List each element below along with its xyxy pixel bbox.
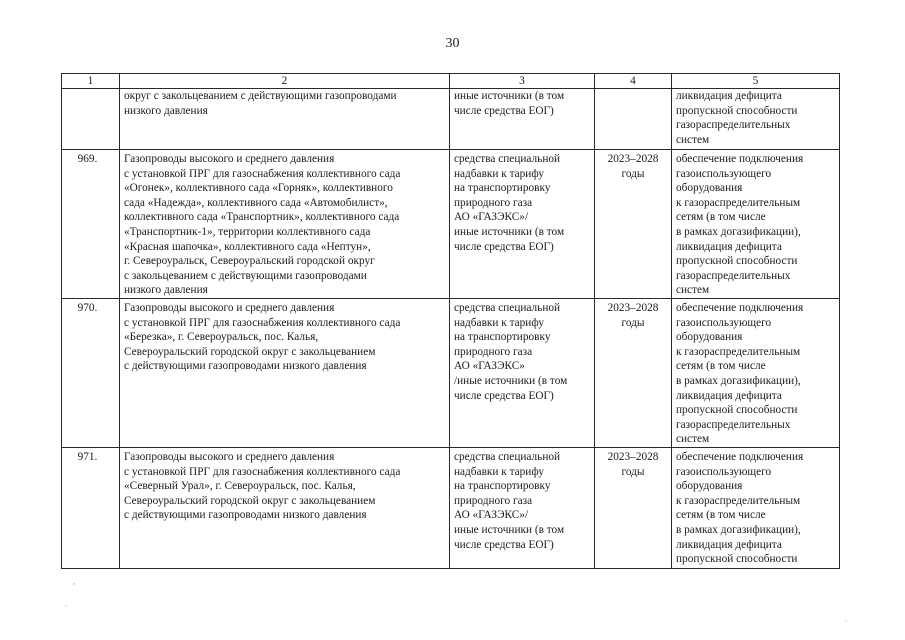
period-cell: 2023–2028 годы: [595, 150, 672, 299]
goal-cell: ликвидация дефицита пропускной способности газораспределительных систем: [672, 89, 840, 150]
page-number: 30: [445, 36, 460, 51]
funding-source-cell: средства специальной надбавки к тарифу на транспортировку природного газа АО «ГАЗЭКС»/ иные источники (в том числе средства ЕОГ): [450, 447, 595, 568]
column-header-5: 5: [672, 74, 840, 89]
column-header-3: 3: [450, 74, 595, 89]
funding-source-cell: средства специальной надбавки к тарифу на транспортировку природного газа АО «ГАЗЭКС» /иные источники (в том числе средства ЕОГ): [450, 298, 595, 447]
funding-source-cell: иные источники (в том числе средства ЕОГ): [450, 89, 595, 150]
object-cell: Газопроводы высокого и среднего давления с установкой ПРГ для газоснабжения коллективного сада «Березка», г. Североуральск, пос. Калья, Североуральский городской округ с закольцеванием с действующими газопроводами низкого давления: [120, 298, 450, 447]
column-header-2: 2: [120, 74, 450, 89]
funding-source-cell: средства специальной надбавки к тарифу на транспортировку природного газа АО «ГАЗЭКС»/ иные источники (в том числе средства ЕОГ): [450, 150, 595, 299]
period-cell: 2023–2028 годы: [595, 447, 672, 568]
goal-cell: обеспечение подключения газоиспользующего оборудования к газораспределительным сетям (в том числе в рамках догазификации), ликвидация дефицита пропускной способности: [672, 447, 840, 568]
object-cell: Газопроводы высокого и среднего давления с установкой ПРГ для газоснабжения коллективного сада «Северный Урал», г. Североуральск, пос. Калья, Североуральский городской округ с закольцеванием с действующими газопроводами низкого давления: [120, 447, 450, 568]
row-number-cell: 970.: [62, 298, 120, 447]
goal-cell: обеспечение подключения газоиспользующего оборудования к газораспределительным сетям (в том числе в рамках догазификации), ликвидация дефицита пропускной способности газораспределительных систем: [672, 298, 840, 447]
object-cell: Газопроводы высокого и среднего давления с установкой ПРГ для газоснабжения коллективного сада «Огонек», коллективного сада «Горняк», коллективного сада «Надежда», коллективного сада «Автомобилист», коллективного сада «Транспортник», коллективного сада «Транспортник-1», территории коллективного сада «Красная шапочка», коллективного сада «Нептун», г. Североуральск, Североуральский городской округ с закольцеванием с действующими газопроводами низкого давления: [120, 150, 450, 299]
row-number-cell: 969.: [62, 150, 120, 299]
period-cell: 2023–2028 годы: [595, 298, 672, 447]
column-header-4: 4: [595, 74, 672, 89]
column-header-1: 1: [62, 74, 120, 89]
row-number-cell: 971.: [62, 447, 120, 568]
goal-cell: обеспечение подключения газоиспользующего оборудования к газораспределительным сетям (в том числе в рамках догазификации), ликвидация дефицита пропускной способности газораспределительных систем: [672, 150, 840, 299]
object-cell: округ с закольцеванием с действующими газопроводами низкого давления: [120, 89, 450, 150]
